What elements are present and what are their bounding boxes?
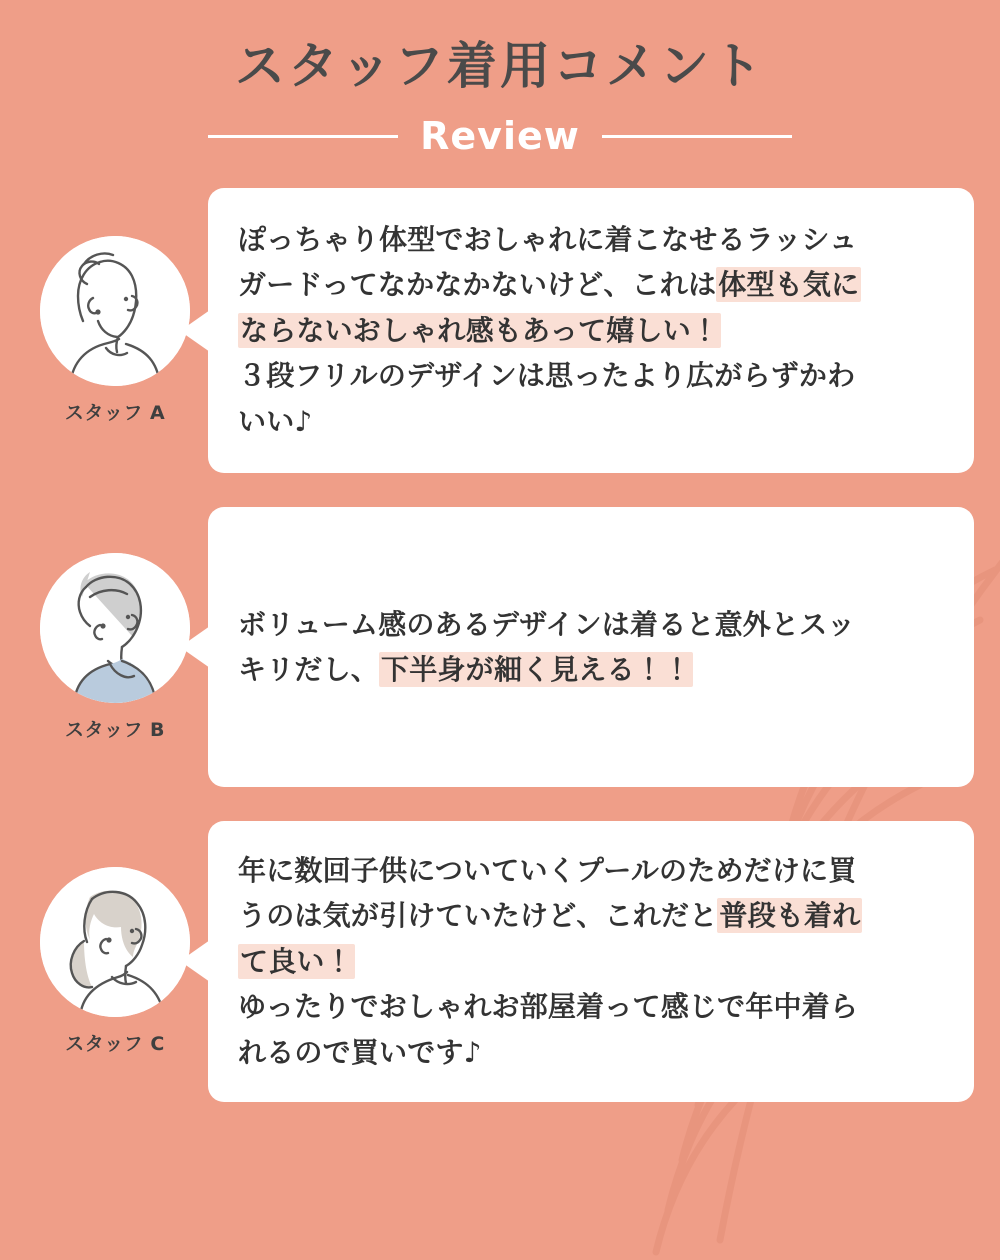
review-text-segment: れるので買いです♪ xyxy=(238,1035,482,1069)
review-text-segment: うのは気が引けていたけど、これだと xyxy=(238,899,718,933)
bubble-wrap-staff-c xyxy=(208,821,974,1102)
review-text-segment: ゆったりでおしゃれお部屋着って感じで年中着ら xyxy=(238,990,859,1024)
review-text-highlight: 下半身が細く見える！！ xyxy=(381,653,692,686)
review-text-highlight: て良い！ xyxy=(240,944,353,978)
review-line xyxy=(238,218,944,261)
divider-left xyxy=(208,135,398,138)
staff-c-label: スタッフ C xyxy=(65,1032,165,1055)
review-line xyxy=(238,1031,944,1074)
review-line xyxy=(238,309,944,352)
review-text-highlight: 普段も着れ xyxy=(719,899,861,933)
staff-b-label: スタッフ B xyxy=(64,718,166,741)
review-line xyxy=(238,400,944,443)
page-title: スタッフ着用コメント xyxy=(235,37,765,95)
page-header xyxy=(0,0,1000,158)
staff-b-portrait-icon xyxy=(40,553,190,703)
review-text-segment: ぽっちゃり体型でおしゃれに着こなせるラッシュ xyxy=(238,223,858,257)
review-line xyxy=(238,603,944,646)
review-item-staff-a xyxy=(0,188,1000,473)
review-text-segment: いい♪ xyxy=(238,404,313,438)
review-bubble-staff-b xyxy=(208,507,974,787)
review-line xyxy=(238,263,944,306)
staff-a-portrait-icon xyxy=(40,236,190,386)
review-text-segment: 年に数回子供についていくプールのためだけに買 xyxy=(238,854,857,887)
staff-c-portrait-icon xyxy=(40,867,190,1017)
staff-a-label: スタッフ A xyxy=(64,402,166,424)
review-line xyxy=(238,940,944,983)
review-item-staff-c xyxy=(0,821,1000,1102)
review-text-segment: キリだし、 xyxy=(238,653,380,686)
page-subtitle: Review xyxy=(420,114,580,158)
review-text-segment: ボリューム感のあるデザインは着ると意外とスッ xyxy=(238,607,856,641)
review-line xyxy=(238,894,944,937)
review-bubble-staff-a xyxy=(208,188,974,473)
review-bubble-staff-c xyxy=(208,821,974,1102)
review-list xyxy=(0,188,1000,1102)
review-text-segment: ガードってなかなかないけど、これは xyxy=(238,268,717,302)
divider-right xyxy=(602,135,792,138)
review-line xyxy=(238,985,944,1028)
review-item-staff-b xyxy=(0,507,1000,787)
review-text-segment: ３段フリルのデザインは思ったより広がらずかわ xyxy=(238,359,856,393)
bubble-wrap-staff-b xyxy=(208,507,974,787)
review-line xyxy=(238,648,944,691)
bubble-wrap-staff-a xyxy=(208,188,974,473)
review-text-highlight: ならないおしゃれ感もあって嬉しい！ xyxy=(240,313,720,347)
review-line xyxy=(238,849,944,892)
review-line xyxy=(238,354,944,397)
review-text-highlight: 体型も気に xyxy=(718,268,860,302)
subtitle-row xyxy=(0,114,1000,158)
